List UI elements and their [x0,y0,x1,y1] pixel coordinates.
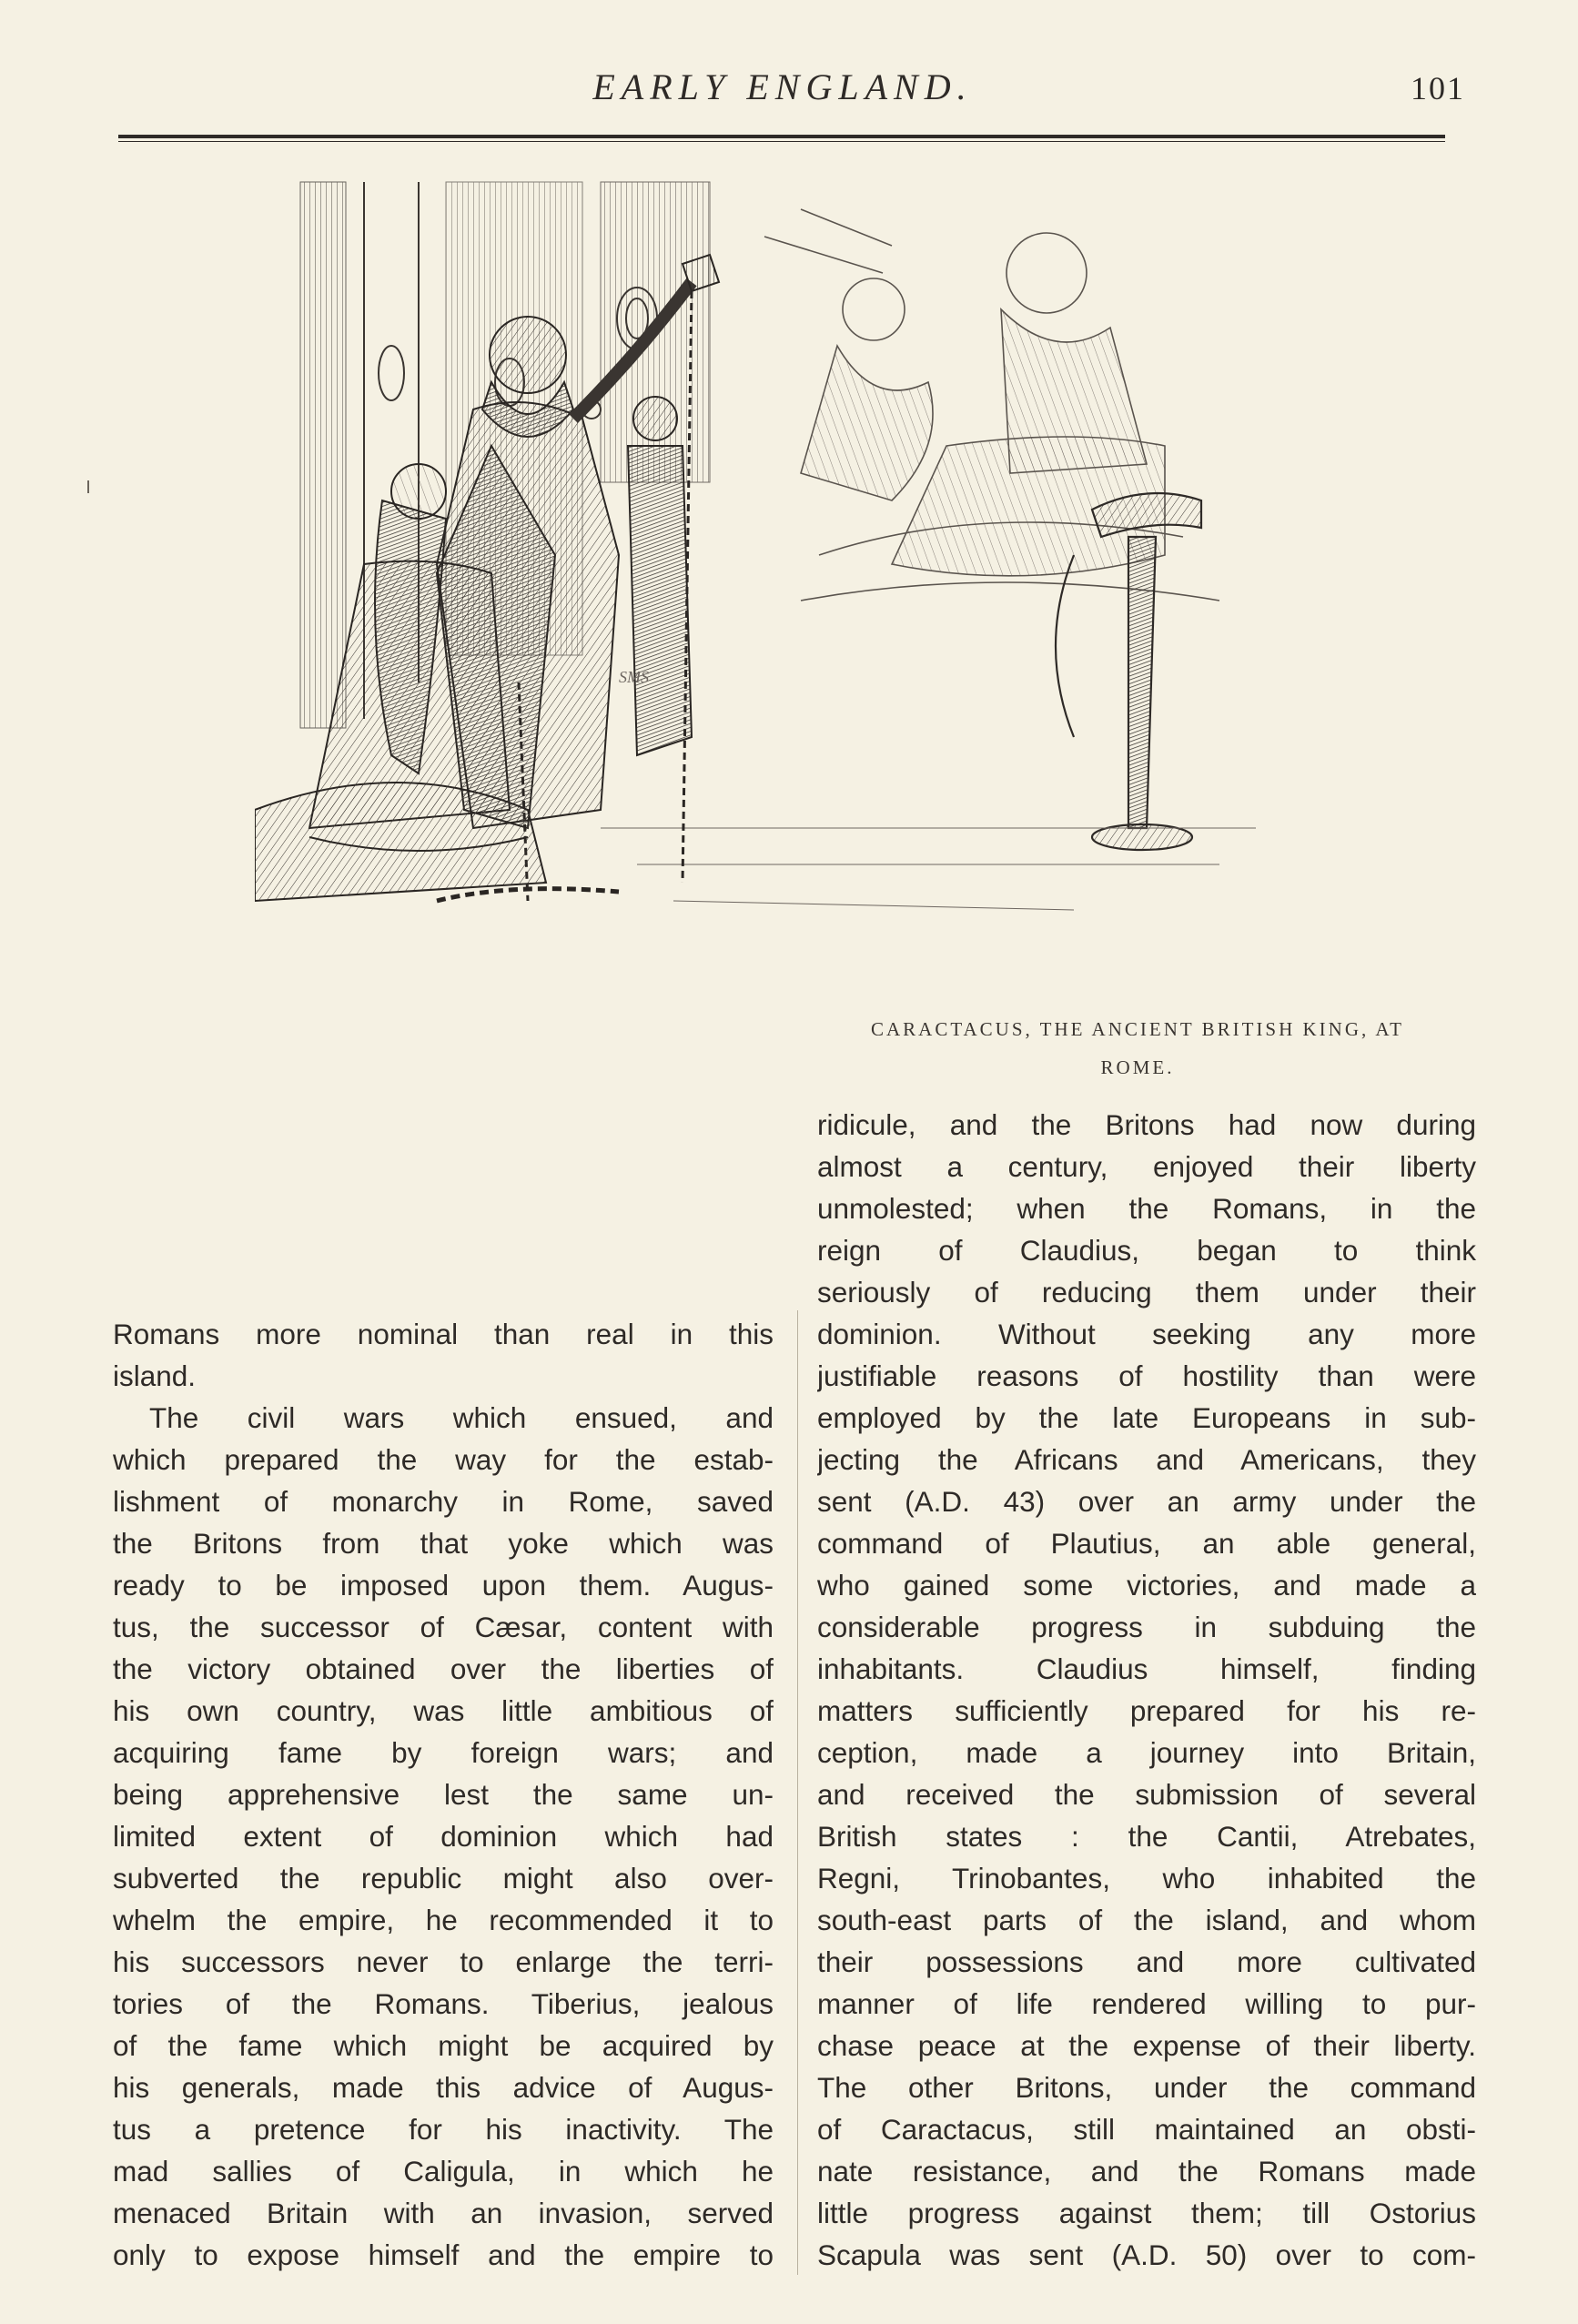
text-line: his successors never to enlarge the terri- [113,1945,774,1978]
text-line: Scapula was sent (A.D. 50) over to com- [817,2238,1476,2271]
text-line: ridicule, and the Britons had now during [817,1108,1476,1141]
left-column [113,1313,774,2276]
illustration-caption [801,1010,1474,1086]
text-line: subverted the republic might also over- [113,1862,774,1895]
text-line: unmolested; when the Romans, in the [817,1192,1476,1225]
column-divider [797,1310,798,2275]
text-line: only to expose himself and the empire to [113,2238,774,2271]
text-line: acquiring fame by foreign wars; and [113,1736,774,1769]
text-line: Romans more nominal than real in this [113,1318,774,1350]
text-line: lishment of monarchy in Rome, saved [113,1485,774,1518]
header-rule [118,135,1445,138]
text-line: nate resistance, and the Romans made [817,2155,1476,2188]
text-line: his own country, was little ambitious of [113,1694,774,1727]
text-line: of the fame which might be acquired by [113,2029,774,2062]
right-column [817,1104,1476,2276]
margin-mark [87,480,89,493]
text-line: island. [113,1359,197,1392]
text-line: south-east parts of the island, and whom [817,1904,1476,1936]
text-line: mad sallies of Caligula, in which he [113,2155,774,2188]
text-line: Regni, Trinobantes, who inhabited the [817,1862,1476,1895]
text-line: dominion. Without seeking any more [817,1318,1476,1350]
text-line: the Britons from that yoke which was [113,1527,774,1560]
caption-line-1: CARACTACUS, THE ANCIENT BRITISH KING, AT [871,1018,1404,1040]
text-line: ception, made a journey into Britain, [817,1736,1476,1769]
text-line: their possessions and more cultivated [817,1945,1476,1978]
text-line: tus, the successor of Cæsar, content with [113,1611,774,1643]
text-line: The other Britons, under the command [817,2071,1476,2104]
text-line: of Caractacus, still maintained an obsti- [817,2113,1476,2146]
text-line: almost a century, enjoyed their liberty [817,1150,1476,1183]
text-line: reign of Claudius, began to think [817,1234,1476,1267]
header-rule-thin [118,141,1445,142]
text-line: ready to be imposed upon them. Augus- [113,1569,774,1602]
text-line: jecting the Africans and Americans, they [817,1443,1476,1476]
text-line: British states : the Cantii, Atrebates, [817,1820,1476,1853]
text-line: The civil wars which ensued, and [149,1401,774,1434]
text-line: matters sufficiently prepared for his re- [817,1694,1476,1727]
text-line: justifiable reasons of hostility than were [817,1359,1476,1392]
text-line: limited extent of dominion which had [113,1820,774,1853]
text-line: inhabitants. Claudius himself, finding [817,1652,1476,1685]
caption-line-2: ROME. [1100,1056,1175,1078]
running-title: EARLY ENGLAND. [592,66,973,107]
text-line: considerable progress in subduing the [817,1611,1476,1643]
page-number: 101 [1411,70,1465,106]
text-line: which prepared the way for the estab- [113,1443,774,1476]
text-line: tories of the Romans. Tiberius, jealous [113,1987,774,2020]
text-line: command of Plautius, an able general, [817,1527,1476,1560]
child-figure [628,397,692,755]
text-line: employed by the late Europeans in sub- [817,1401,1476,1434]
text-line: tus a pretence for his inactivity. The [113,2113,774,2146]
text-line: menaced Britain with an invasion, served [113,2197,774,2229]
svg-text:SMS: SMS [619,668,649,686]
text-line: the victory obtained over the liberties of [113,1652,774,1685]
text-line: seriously of reducing them under their [817,1276,1476,1309]
text-line: and received the submission of several [817,1778,1476,1811]
text-line: sent (A.D. 43) over an army under the [817,1485,1476,1518]
text-line: whelm the empire, he recommended it to [113,1904,774,1936]
text-line: manner of life rendered willing to pur- [817,1987,1476,2020]
running-head [118,66,1465,111]
text-line: his generals, made this advice of Augus- [113,2071,774,2104]
text-line: chase peace at the expense of their liberty. [817,2029,1476,2062]
text-line: little progress against them; till Ostorius [817,2197,1476,2229]
text-line: being apprehensive lest the same un- [113,1778,774,1811]
text-line: who gained some victories, and made a [817,1569,1476,1602]
